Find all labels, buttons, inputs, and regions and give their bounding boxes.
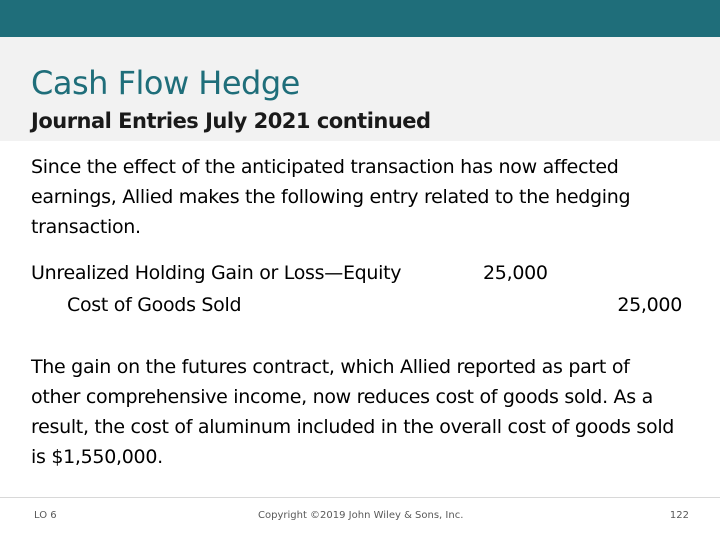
page-number: 122 <box>669 510 689 521</box>
slide-subtitle: Journal Entries July 2021 continued <box>31 109 431 133</box>
debit-account: Unrealized Holding Gain or Loss—Equity <box>31 262 402 284</box>
slide-title: Cash Flow Hedge <box>31 64 300 102</box>
learning-objective: LO 6 <box>34 510 57 521</box>
conclusion-paragraph: The gain on the futures contract, which Allied reported as part of other comprehensive income, now reduces cost of goods sold. As a result, the cost of aluminum included in the overall cost of goods sold is $1,550,000. <box>31 356 675 468</box>
top-accent-bar <box>0 0 720 37</box>
debit-amount: 25,000 <box>483 262 548 284</box>
credit-amount: 25,000 <box>617 294 682 316</box>
copyright-notice: Copyright ©2019 John Wiley & Sons, Inc. <box>258 510 464 521</box>
intro-paragraph: Since the effect of the anticipated transaction has now affected earnings, Allied makes the following entry related to the hedging transaction. <box>31 156 631 238</box>
credit-account: Cost of Goods Sold <box>67 294 242 316</box>
footer-divider <box>0 497 720 498</box>
